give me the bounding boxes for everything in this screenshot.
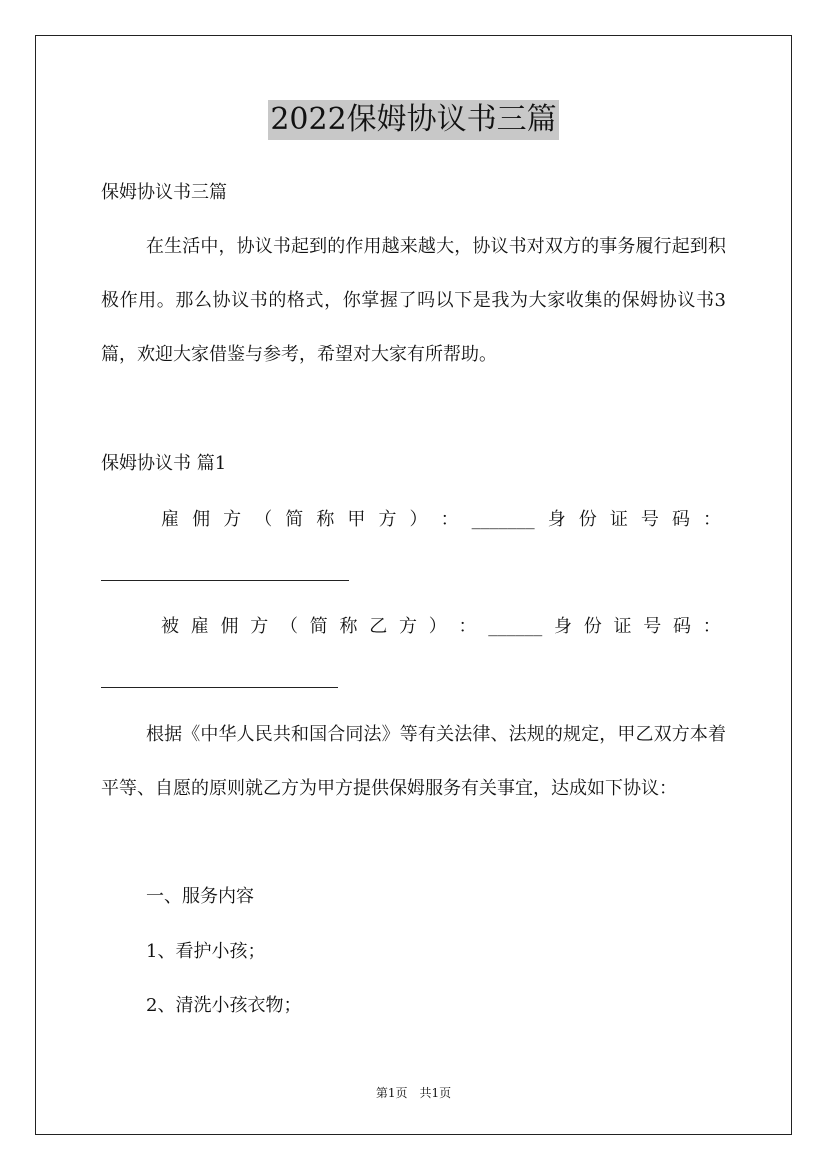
clause-1-heading: 一、服务内容 [146,886,254,907]
party-b-label-char: 号 [643,616,662,637]
service-item-1: 1、看护小孩； [146,941,266,962]
party-b-label-char: 方 [399,616,417,637]
basis-paragraph: 根据《中华人民共和国合同法》等有关法律、法规的规定，甲乙双方本着平等、自愿的原则就乙方为甲方提供保姆服务有关事宜，达成如下协议： [101,724,726,799]
page-footer: 第1页 共1页 [375,1086,452,1100]
party-b-label-char: 乙 [369,616,388,637]
intro-paragraph: 在生活中，协议书起到的作用越来越大，协议书对双方的事务履行起到积极作用。那么协议书的格式，你掌握了吗以下是我为大家收集的保姆协议书3篇，欢迎大家借鉴与参考，希望对大家有所帮助。 [101,236,726,365]
party-b-label-char: 简 [309,616,328,637]
party-b-label-char: （ [280,616,298,637]
party-a-label-char: 份 [578,509,597,530]
party-a-label-char: 称 [316,509,335,530]
party-a-label-char: 佣 [192,509,211,530]
party-a-label-char: 方 [378,509,397,530]
party-a-label-char: （ [254,509,273,530]
party-b-label-char: ： [458,616,477,637]
party-b-label-char: ： [702,616,721,637]
party-a-label-char: 甲 [347,509,366,530]
party-b-id-underline [101,687,338,688]
party-b-label-char: 佣 [220,616,239,637]
document-title: 2022保姆协议书三篇 [268,100,558,140]
party-b-label-char: 雇 [190,616,209,637]
party-b-label-char: 方 [250,616,269,637]
document-title-wrap [0,100,827,140]
party-a-label-char: 码 [671,509,690,530]
section-heading: 保姆协议书 篇1 [101,453,227,474]
party-a-label-char: ） [409,509,428,530]
party-b-label-char: 称 [339,616,358,637]
party-b-label-char: 证 [613,616,632,637]
party-a-label-char: 简 [285,509,304,530]
party-a-label-char: ： [440,509,459,530]
party-a-label-char: 雇 [161,509,179,530]
party-a-line [161,508,721,532]
party-a-label-char: 证 [609,509,628,530]
party-b-line [161,615,721,639]
party-a-label-char: 号 [640,509,659,530]
party-a-label-char: 身 [547,509,566,530]
party-a-label-char: 方 [223,509,242,530]
subtitle: 保姆协议书三篇 [101,182,227,203]
party-b-label-char: ） [428,616,447,637]
party-b-label-char: 身 [554,616,572,637]
party-a-id-underline [101,580,349,581]
party-b-label-char: 被 [161,616,179,637]
service-item-2: 2、清洗小孩衣物； [146,995,302,1016]
party-a-label-char: ： [703,509,721,530]
party-b-label-char: 份 [583,616,602,637]
party-b-label-char: ______ [488,616,543,637]
party-b-label-char: 码 [673,616,691,637]
party-a-label-char: _______ [471,509,535,530]
